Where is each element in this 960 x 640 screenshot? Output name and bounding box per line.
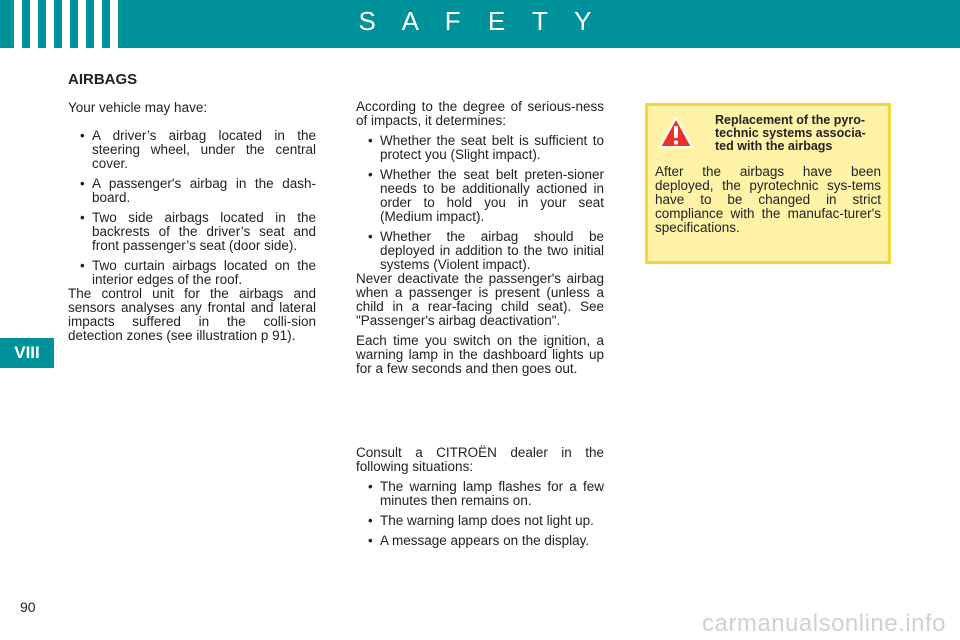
warning-text: After the airbags have been deployed, the pyrotechnic sys-tems have to be changed in strict compliance with the manufac-turer's specifications. (655, 164, 881, 235)
deactivate-warning-text: Never deactivate the passenger's airbag when a passenger is present (unless a child in a rear-facing child seat). See "Passenger's airbag deactivation". (356, 271, 604, 328)
list-item: • Two curtain airbags located on the interior edges of the roof. (80, 259, 316, 287)
column-impacts (356, 100, 604, 382)
page-number: 90 (20, 599, 36, 615)
warning-lamp-text: Each time you switch on the ignition, a warning lamp in the dashboard lights up for a few seconds and then goes out. (356, 333, 604, 376)
page-header (0, 0, 960, 48)
airbag-list (68, 129, 316, 287)
list-item: • The warning lamp does not light up. (368, 514, 604, 528)
column-airbags (68, 73, 316, 349)
page-title: S A F E T Y (358, 6, 602, 36)
list-item: • Whether the seat belt is sufficient to protect you (Slight impact). (368, 134, 604, 162)
consult-list (356, 480, 604, 548)
list-item: • Two side airbags located in the backrests of the driver’s seat and front passenger’s seat (door side). (80, 211, 316, 253)
intro-text: Your vehicle may have: (68, 100, 208, 115)
list-item: • A driver’s airbag located in the steering wheel, under the central cover. (80, 129, 316, 171)
watermark: carmanualsonline.info (702, 610, 946, 637)
list-item: • A passenger's airbag in the dash-board. (80, 177, 316, 205)
consult-text: Consult a CITROËN dealer in the following situations: (356, 445, 604, 474)
section-title: AIRBAGS (68, 71, 138, 88)
list-item: • The warning lamp flashes for a few minutes then remains on. (368, 480, 604, 508)
warning-box (645, 103, 891, 264)
impacts-list (356, 134, 604, 272)
warning-triangle-icon (658, 116, 694, 150)
warning-title: Replacement of the pyro-technic systems associa-ted with the airbags (715, 113, 866, 153)
control-unit-text: The control unit for the airbags and sensors analyses any frontal and lateral impacts suffered in the colli-sion detection zones (see illustration p 91). (68, 286, 316, 343)
list-item: • Whether the airbag should be deployed in addition to the two initial systems (Violent impact). (368, 230, 604, 272)
list-item: • Whether the seat belt preten-sioner needs to be additionally actioned in order to hold you in your seat (Medium impact). (368, 168, 604, 224)
column-consult (356, 446, 604, 554)
impacts-intro: According to the degree of serious-ness of impacts, it determines: (356, 99, 604, 128)
list-item: • A message appears on the display. (368, 534, 604, 548)
chapter-tab: VIII (0, 338, 54, 368)
